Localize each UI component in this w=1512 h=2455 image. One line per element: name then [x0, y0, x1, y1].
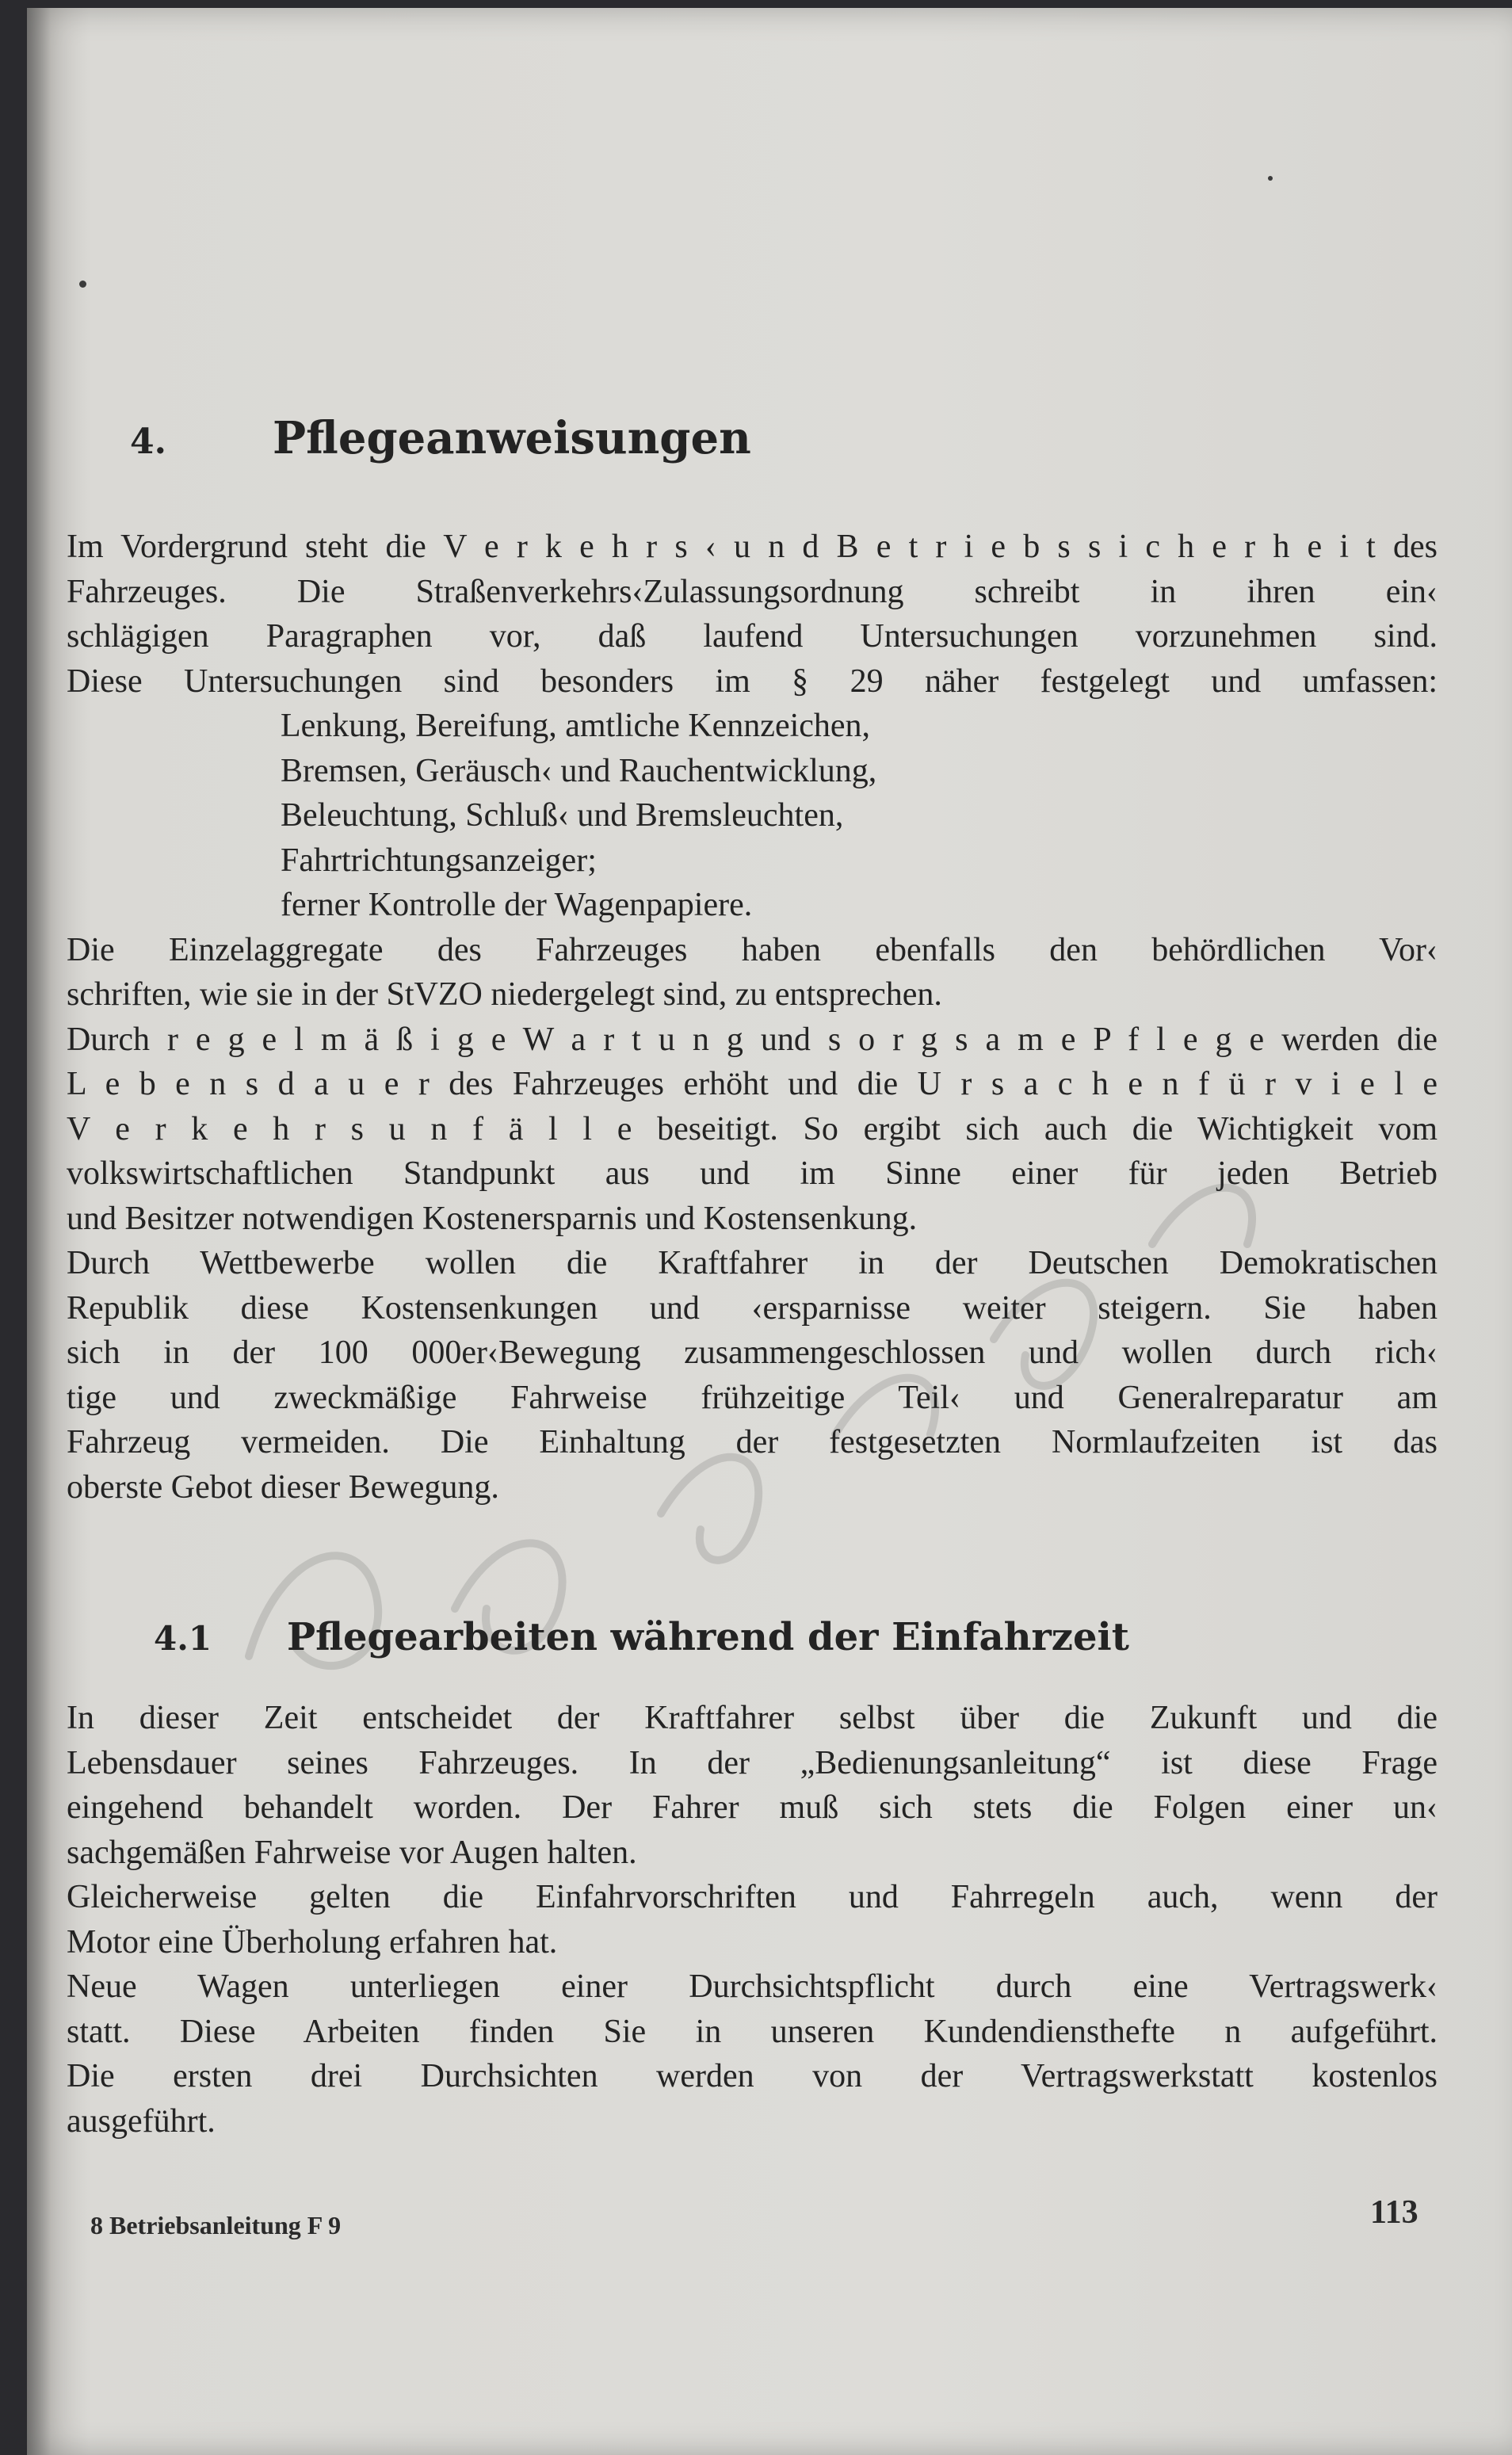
text-line: Die Einzelaggregate des Fahrzeuges haben ebenfalls den behördlichen Vor‹	[67, 931, 1438, 968]
text-line: ausgeführt.	[67, 2102, 216, 2140]
list-item: Fahrtrichtungsanzeiger;	[281, 842, 597, 879]
text-line: tige und zweckmäßige Fahrweise frühzeitige Teil‹ und Generalreparatur am	[67, 1379, 1438, 1416]
print-dot-mark	[79, 281, 86, 288]
text-line: Diese Untersuchungen sind besonders im § 29 näher festgelegt und umfassen:	[67, 662, 1438, 700]
list-item: Lenkung, Bereifung, amtliche Kennzeichen,	[281, 708, 871, 744]
section-heading	[130, 412, 751, 464]
text-line: Motor eine Überholung erfahren hat.	[67, 1923, 558, 1961]
text-line: Fahrzeuges. Die Straßenverkehrs‹Zulassungsordnung schreibt in ihren ein‹	[67, 573, 1438, 610]
page-number: 113	[1370, 2194, 1418, 2231]
text-line: schriften, wie sie in der StVZO niedergelegt sind, zu entsprechen.	[67, 976, 942, 1013]
text-line: L e b e n s d a u e r des Fahrzeuges erhöht und die U r s a c h e n f ü r v i e l e	[67, 1066, 1438, 1102]
list-item: Beleuchtung, Schluß‹ und Bremsleuchten,	[281, 797, 844, 834]
text-line: V e r k e h r s u n f ä l l e beseitigt. So ergibt sich auch die Wichtigkeit vom	[67, 1110, 1438, 1147]
text-line: volkswirtschaftlichen Standpunkt aus und im Sinne einer für jeden Betrieb	[67, 1155, 1438, 1192]
subsection-title: Pflegearbeiten während der Einfahrzeit	[287, 1615, 1129, 1659]
text-line: Gleicherweise gelten die Einfahrvorschriften und Fahrregeln auch, wenn der	[67, 1879, 1438, 1915]
text-line: Lebensdauer seines Fahrzeuges. In der „Bedienungsanleitung“ ist diese Frage	[67, 1744, 1438, 1781]
section-body	[67, 525, 1438, 1510]
section-number: 4.	[130, 422, 166, 462]
text-line: Fahrzeug vermeiden. Die Einhaltung der festgesetzten Normlaufzeiten ist das	[67, 1424, 1438, 1460]
section-title: Pflegeanweisungen	[273, 412, 751, 464]
text-line: statt. Diese Arbeiten finden Sie in unseren Kundendiensthefte n aufgeführt.	[67, 2013, 1438, 2050]
subsection-number: 4.1	[154, 1619, 212, 1658]
text-line: Durch r e g e l m ä ß i g e W a r t u n g und s o r g s a m e P f l e g e werden die	[67, 1021, 1438, 1058]
text-line: sich in der 100 000er‹Bewegung zusammengeschlossen und wollen durch rich‹	[67, 1334, 1438, 1371]
list-item: Bremsen, Geräusch‹ und Rauchentwicklung,	[281, 752, 877, 789]
text-line: Neue Wagen unterliegen einer Durchsichtspflicht durch eine Vertragswerk‹	[67, 1968, 1438, 2005]
print-dot-mark	[1268, 176, 1273, 181]
text-line: eingehend behandelt worden. Der Fahrer muß sich stets die Folgen einer un‹	[67, 1789, 1438, 1826]
text-line: Durch Wettbewerbe wollen die Kraftfahrer in der Deutschen Demokratischen	[67, 1245, 1438, 1281]
text-line: Die ersten drei Durchsichten werden von der Vertragswerkstatt kostenlos	[67, 2058, 1438, 2094]
text-line: Republik diese Kostensenkungen und ‹ersparnisse weiter steigern. Sie haben	[67, 1289, 1438, 1327]
text-line: schlägigen Paragraphen vor, daß laufend Untersuchungen vorzunehmen sind.	[67, 618, 1438, 655]
text-line: Im Vordergrund steht die V e r k e h r s ‹ u n d B e t r i e b s s i c h e r h e i t des	[67, 529, 1438, 565]
subsection-heading	[154, 1615, 1129, 1659]
list-item: ferner Kontrolle der Wagenpapiere.	[281, 887, 753, 923]
text-line: sachgemäßen Fahrweise vor Augen halten.	[67, 1834, 637, 1871]
text-line: oberste Gebot dieser Bewegung.	[67, 1468, 499, 1506]
text-line: und Besitzer notwendigen Kostenersparnis und Kostensenkung.	[67, 1200, 918, 1237]
book-page	[27, 8, 1512, 2455]
text-line: In dieser Zeit entscheidet der Kraftfahrer selbst über die Zukunft und die	[67, 1700, 1438, 1736]
subsection-body	[67, 1696, 1438, 2144]
printer-signature: 8 Betriebsanleitung F 9	[90, 2211, 342, 2239]
